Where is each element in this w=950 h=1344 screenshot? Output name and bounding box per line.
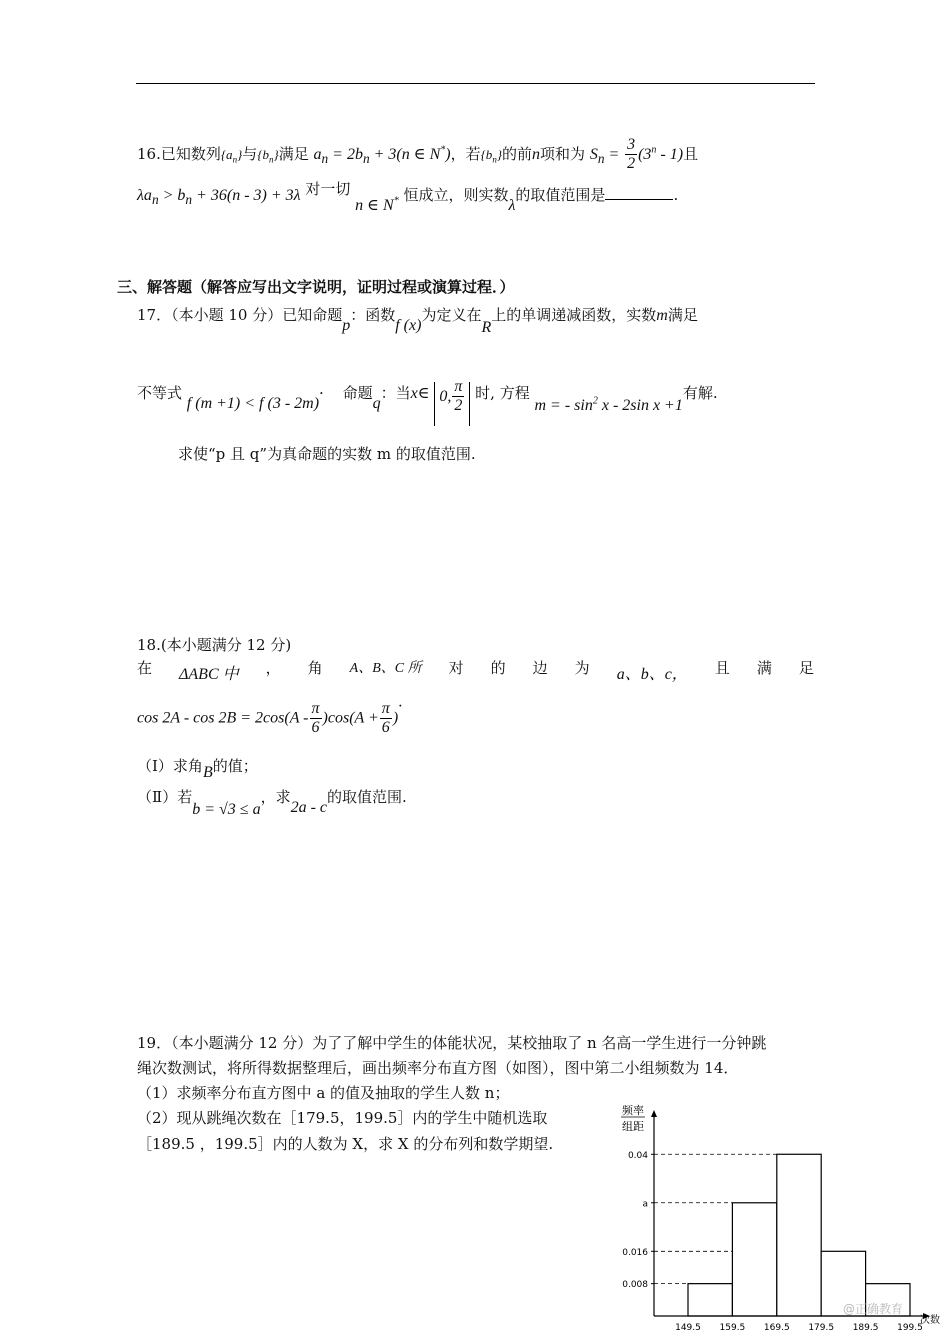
q18-equation: cos 2A - cos 2B = 2cos(A - $\frac{\pi}{6}$ )cos(A + $\frac{\pi}{6}$ )·	[137, 697, 403, 737]
histogram-bar	[688, 1284, 732, 1316]
q18-line2: 在 ΔABC 中 ， 角 A、B、C 所 对 的 边 为 a、b、c， 且 满 足	[137, 659, 814, 683]
interval-bracket: 0, $\frac{\pi}{2}$	[434, 382, 470, 426]
x-tick-label: 169.5	[763, 1323, 790, 1333]
x-label: 次数	[920, 1315, 940, 1326]
y-tick-label: a	[642, 1199, 648, 1210]
x-tick-label: 149.5	[675, 1323, 701, 1333]
q18-title: 18.(本小题满分 12 分)	[137, 636, 292, 654]
y-label-bottom: 组距	[622, 1120, 644, 1133]
q18-part1: （Ⅰ）求角B的值；	[137, 757, 258, 781]
x-tick-label: 159.5	[719, 1323, 746, 1333]
q18-part2: （Ⅱ）若b = √3 ≤ a，求2a - c的取值范围.	[137, 788, 407, 818]
x-tick-label: 189.5	[852, 1323, 879, 1333]
q16-line2: $\lambda a_n > b_n + 36(n - 3) + 3\lambda$ 对一切 n ∈ N* 恒成立，则实数λ的取值范围是 .	[137, 180, 679, 214]
q16-fraction: $\frac{3}{2}$	[627, 136, 636, 173]
q17-line3: 求使“p 且 q”为真命题的实数 m 的取值范围.	[178, 445, 476, 463]
section-heading: 三、解答题（解答应写出文字说明，证明过程或演算过程．）	[117, 278, 515, 296]
q19-line5: ［189.5 ，199.5］内的人数为 X，求 X 的分布列和数学期望.	[137, 1135, 554, 1153]
y-tick-label: 0.04	[627, 1150, 648, 1161]
q19-line1: 19．（本小题满分 12 分）为了了解中学生的体能状况，某校抽取了 n 名高一学生进行一分钟跳	[137, 1034, 767, 1052]
y-label-top: 频率	[622, 1104, 644, 1117]
x-tick-label: 179.5	[808, 1323, 835, 1333]
histogram-bar	[732, 1203, 776, 1316]
q17-line2: 不等式 f (m +1) < f (3 - 2m)· 命题q：当x∈ 0, $\frac{\pi}{2}$ 时, 方程 m = - $\sin^2 x - 2\sin$ x +1有解.	[137, 372, 718, 416]
histogram-bar	[777, 1154, 821, 1316]
q19-line4: （2）现从跳绳次数在［179.5，199.5］内的学生中随机选取	[137, 1109, 548, 1127]
frequency-histogram	[612, 1100, 942, 1342]
y-tick-label: 0.016	[622, 1247, 648, 1258]
watermark: @正确教育	[843, 1302, 904, 1316]
q19-line3: （1）求频率分布直方图中 a 的值及抽取的学生人数 n；	[137, 1084, 510, 1102]
q16-line1: 16.已知数列$\{a_n\}$与$\{b_n\}$满足 $a_n = 2b_n + 3(n$ ∈ N*)，若$\{b_n\}$的前n项和为 $S_n$ = $\frac{3}{2}$ (3$^n$ - 1)且	[137, 136, 699, 173]
q19-line2: 绳次数测试，将所得数据整理后，画出频率分布直方图（如图），图中第二小组频数为 14．	[137, 1059, 739, 1077]
y-tick-label: 0.008	[622, 1280, 648, 1291]
header-rule	[136, 83, 815, 84]
x-tick-label: 199.5	[897, 1323, 923, 1333]
q17-line1: 17．（本小题 10 分）已知命题p：函数f (x)为定义在R上的单调递减函数，实数m满足	[137, 306, 698, 336]
y-axis-arrow	[651, 1110, 657, 1117]
answer-blank	[605, 185, 673, 200]
